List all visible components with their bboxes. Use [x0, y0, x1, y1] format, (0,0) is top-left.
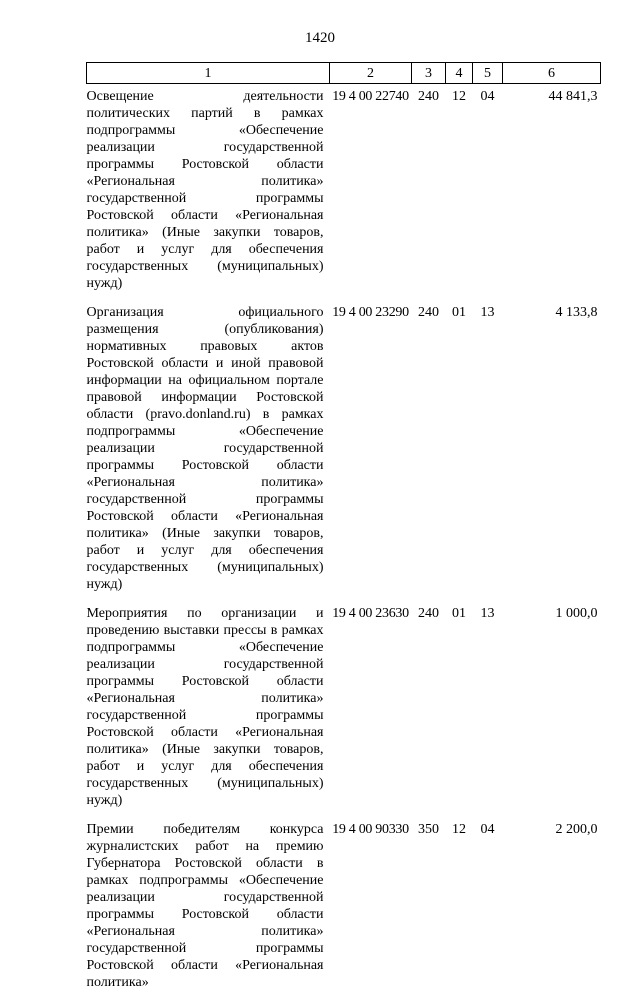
- column-header: 3: [412, 63, 446, 84]
- row-description: Мероприятия по организации и проведению выставки прессы в рамках подпрограммы «Обеспечение реализации государственной программы Ростовской области «Региональная политика» государственной программы Ростовской области «Региональная политика» (Иные закупки товаров, работ и услуг для обеспечения государственных (муниципальных) нужд): [86, 606, 324, 808]
- subsection-code: 04: [480, 822, 495, 837]
- section-code: 12: [452, 822, 466, 837]
- target-article-code: 19 4 00 23290: [332, 305, 409, 320]
- amount-value: 1 000,0: [555, 606, 598, 621]
- column-header: 1: [87, 63, 330, 84]
- row-description: Премии победителям конкурса журналистских работ на премию Губернатора Ростовской области в рамках подпрограммы «Обеспечение реализации государственной программы Ростовской области «Региональная политика» государственной программы Ростовской области «Региональная политика»: [86, 822, 324, 990]
- column-header: 4: [446, 63, 473, 84]
- target-article-code: 19 4 00 23630: [332, 606, 409, 621]
- table-header-row: [87, 63, 601, 84]
- column-header: 6: [503, 63, 601, 84]
- expense-type-code: 240: [418, 606, 439, 621]
- column-header: 2: [330, 63, 412, 84]
- section-code: 01: [452, 606, 466, 621]
- row-description: Организация официального размещения (опубликования) нормативных правовых актов Ростовской области и иной правовой информации на официальном портале правовой информации Ростовской области (pravo.donland.ru) в рамках подпрограммы «Обеспечение реализации государственной программы Ростовской области «Региональная политика» государственной программы Ростовской области «Региональная политика» (Иные закупки товаров, работ и услуг для обеспечения государственных (муниципальных) нужд): [86, 305, 324, 592]
- expense-type-code: 240: [418, 305, 439, 320]
- table-row: [87, 817, 601, 999]
- subsection-code: 13: [480, 606, 495, 621]
- table-row: [87, 84, 601, 301]
- page-number: 1420: [305, 30, 335, 46]
- section-code: 12: [452, 89, 466, 104]
- target-article-code: 19 4 00 22740: [332, 89, 409, 104]
- expense-type-code: 240: [418, 89, 439, 104]
- table-row: [87, 601, 601, 817]
- amount-value: 2 200,0: [555, 822, 598, 837]
- budget-table: [86, 62, 601, 999]
- table-row: [87, 300, 601, 601]
- expense-type-code: 350: [418, 822, 439, 837]
- target-article-code: 19 4 00 90330: [332, 822, 409, 837]
- row-description: Освещение деятельности политических партий в рамках подпрограммы «Обеспечение реализации государственной программы Ростовской области «Региональная политика» государственной программы Ростовской области «Региональная политика» (Иные закупки товаров, работ и услуг для обеспечения государственных (муниципальных) нужд): [86, 89, 324, 291]
- column-header: 5: [473, 63, 503, 84]
- section-code: 01: [452, 305, 466, 320]
- amount-value: 4 133,8: [555, 305, 598, 320]
- subsection-code: 13: [480, 305, 495, 320]
- amount-value: 44 841,3: [548, 89, 598, 104]
- subsection-code: 04: [480, 89, 495, 104]
